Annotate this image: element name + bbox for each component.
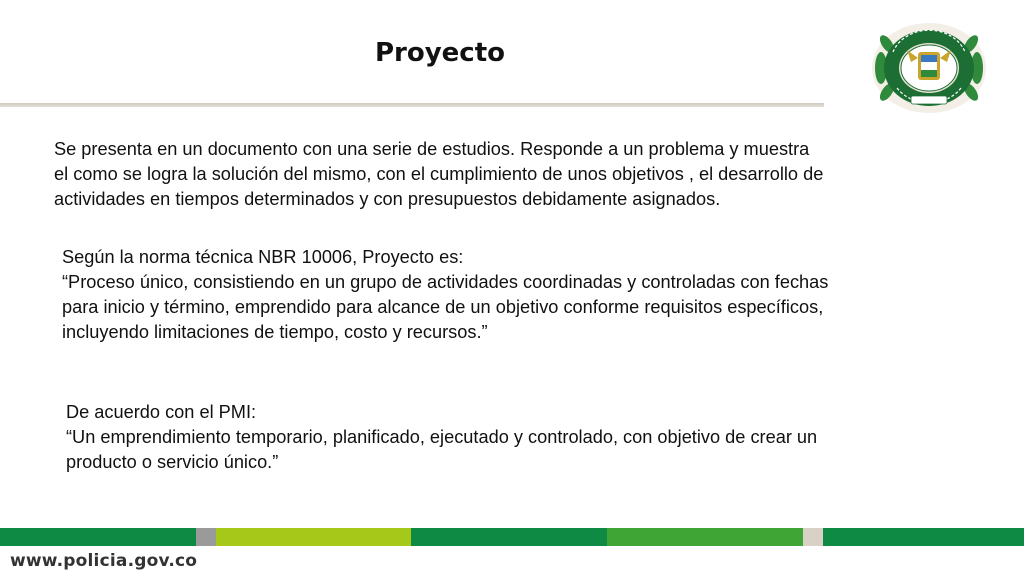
pmi-definition	[66, 400, 962, 475]
text-line: el como se logra la solución del mismo, con el cumplimiento de unos objetivos , el desarrollo de	[54, 164, 824, 184]
text-line: incluyendo limitaciones de tiempo, costo y recursos.”	[62, 322, 488, 342]
text-line: actividades en tiempos determinados y con presupuestos debidamente asignados.	[54, 189, 721, 209]
text-line: para inicio y término, emprendido para alcance de un objetivo conforme requisitos específicos,	[62, 297, 824, 317]
policia-nacional-seal-icon	[871, 22, 989, 114]
footer-stripe-dark-green	[0, 528, 196, 546]
footer-stripe-mid-green	[607, 528, 803, 546]
footer-stripe-grey	[196, 528, 216, 546]
title-divider	[0, 103, 824, 107]
footer-stripe-dark-green-3	[823, 528, 1024, 546]
text-line: Según la norma técnica NBR 10006, Proyecto es:	[62, 247, 464, 267]
page-title: Proyecto	[374, 38, 506, 68]
footer-stripe-beige	[803, 528, 823, 546]
footer-url-link[interactable]: www.policia.gov.co	[10, 551, 198, 571]
text-line: “Proceso único, consistiendo en un grupo de actividades coordinadas y controladas con fechas	[62, 272, 829, 292]
footer-stripe-dark-green-2	[411, 528, 607, 546]
nbr-definition	[62, 245, 962, 345]
text-line: Se presenta en un documento con una serie de estudios. Responde a un problema y muestra	[54, 139, 810, 159]
text-line: “Un emprendimiento temporario, planificado, ejecutado y controlado, con objetivo de crear un	[66, 427, 818, 447]
footer-stripe-light-green	[216, 528, 411, 546]
text-line: De acuerdo con el PMI:	[66, 402, 257, 422]
project-description	[54, 137, 964, 212]
text-line: producto o servicio único.”	[66, 452, 279, 472]
